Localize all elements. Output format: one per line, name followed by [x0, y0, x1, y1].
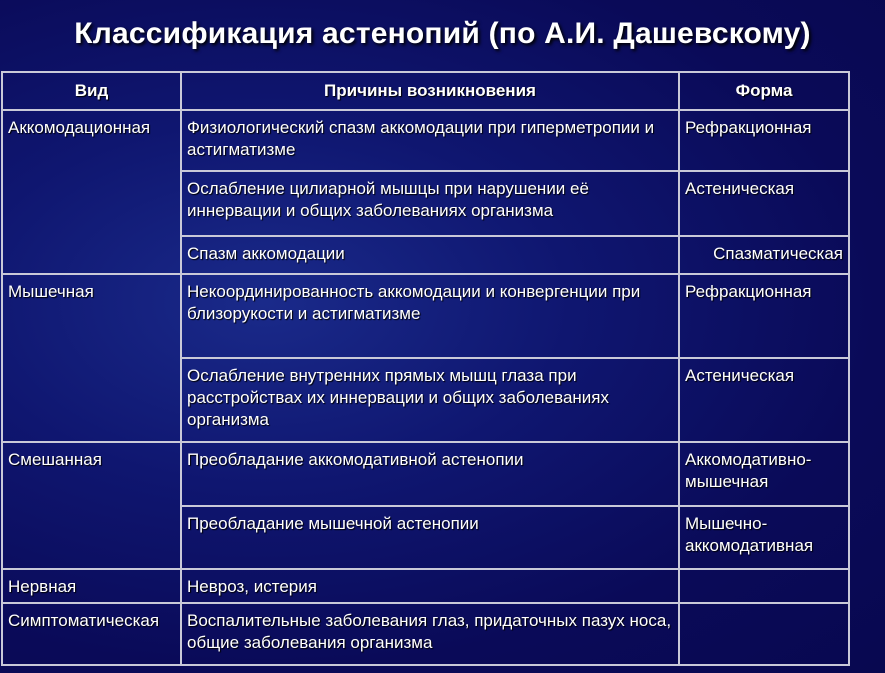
cause-cell: Преобладание мышечной астенопии	[181, 506, 679, 569]
kind-cell: Аккомодационная	[2, 110, 181, 274]
slide-title: Классификация астенопий (по А.И. Дашевскому)	[74, 17, 811, 50]
form-cell	[679, 569, 849, 603]
header-cause: Причины возникновения	[181, 72, 679, 110]
cause-cell: Некоординированность аккомодации и конвергенции при близорукости и астигматизме	[181, 274, 679, 358]
cause-cell: Ослабление внутренних прямых мышц глаза при расстройствах их иннервации и общих заболеваниях организма	[181, 358, 679, 442]
table-row	[2, 442, 849, 506]
cause-cell: Воспалительные заболевания глаз, придаточных пазух носа, общие заболевания организма	[181, 603, 679, 665]
form-cell: Рефракционная	[679, 110, 849, 171]
table-row	[2, 603, 849, 665]
cause-cell: Невроз, истерия	[181, 569, 679, 603]
table-row	[2, 110, 849, 171]
cause-cell: Спазм аккомодации	[181, 236, 679, 274]
kind-cell: Симптоматическая	[2, 603, 181, 665]
form-cell: Спазматическая	[679, 236, 849, 274]
cause-cell: Физиологический спазм аккомодации при гиперметропии и астигматизме	[181, 110, 679, 171]
header-kind: Вид	[2, 72, 181, 110]
kind-cell: Мышечная	[2, 274, 181, 442]
form-cell	[679, 603, 849, 665]
kind-cell: Нервная	[2, 569, 181, 603]
asthenopia-classification-table	[1, 71, 850, 666]
header-form: Форма	[679, 72, 849, 110]
form-cell: Аккомодативно-мышечная	[679, 442, 849, 506]
table-row	[2, 569, 849, 603]
cause-cell: Преобладание аккомодативной астенопии	[181, 442, 679, 506]
form-cell: Астеническая	[679, 171, 849, 236]
table-row	[2, 274, 849, 358]
form-cell: Астеническая	[679, 358, 849, 442]
cause-cell: Ослабление цилиарной мышцы при нарушении её иннервации и общих заболеваниях организма	[181, 171, 679, 236]
form-cell: Мышечно-аккомодативная	[679, 506, 849, 569]
form-cell: Рефракционная	[679, 274, 849, 358]
kind-cell: Смешанная	[2, 442, 181, 569]
header-row	[2, 72, 849, 110]
